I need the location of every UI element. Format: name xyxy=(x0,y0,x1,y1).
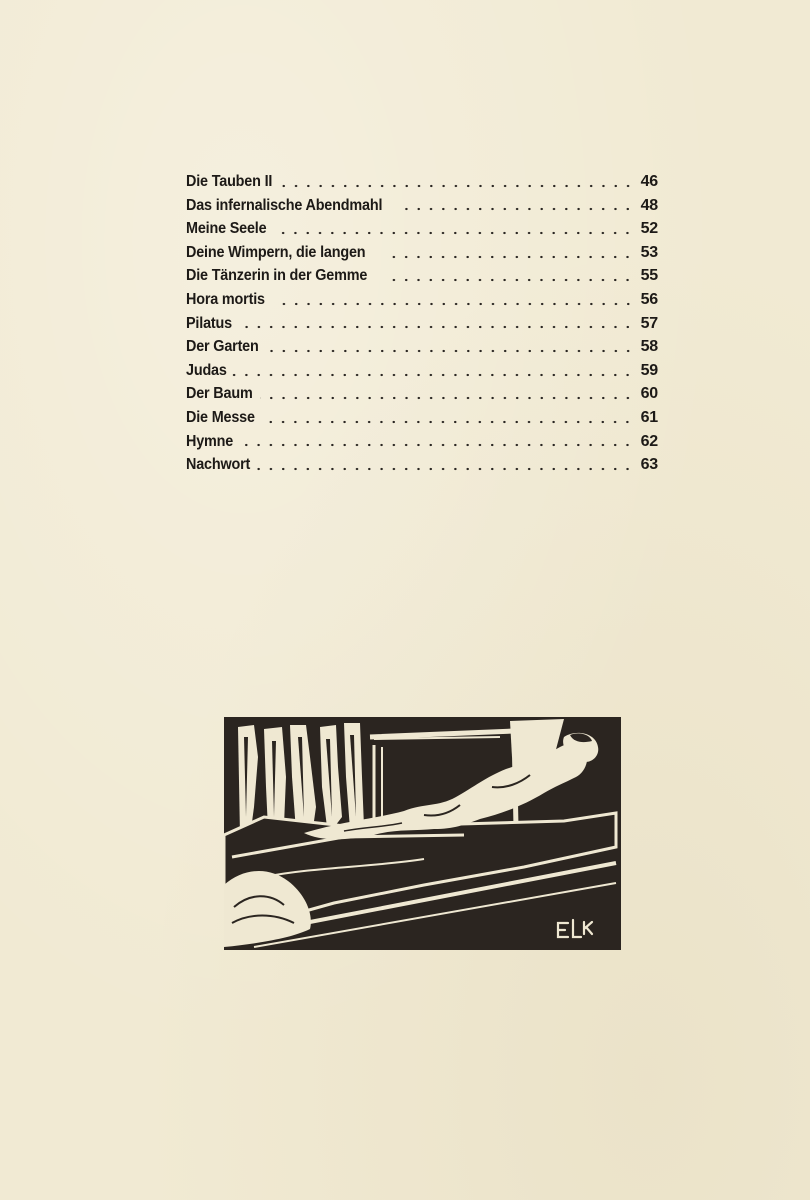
dot-leader xyxy=(238,443,634,447)
toc-entry xyxy=(186,453,658,477)
toc-entry-title: Der Baum xyxy=(186,385,253,403)
toc-entry-title: Meine Seele xyxy=(186,220,267,238)
toc-entry-title: Der Garten xyxy=(186,338,259,356)
toc-entry-title: Hymne xyxy=(186,432,234,450)
toc-entry xyxy=(186,406,658,430)
dot-leader xyxy=(275,231,634,235)
toc-entry xyxy=(186,312,658,336)
toc-entry-page: 53 xyxy=(640,243,658,261)
dot-leader xyxy=(237,325,634,329)
toc-entry-page: 59 xyxy=(640,361,658,379)
toc-entry xyxy=(186,382,658,406)
toc-entry xyxy=(186,335,658,359)
toc-entry-page: 55 xyxy=(640,267,658,285)
toc-entry xyxy=(186,194,658,218)
dot-leader xyxy=(231,373,634,377)
toc-entry-title: Das infernalische Abendmahl xyxy=(186,196,383,214)
dot-leader xyxy=(267,349,634,353)
toc-entry-title: Die Messe xyxy=(186,408,255,426)
toc-entry-page: 62 xyxy=(640,432,658,450)
dot-leader xyxy=(387,278,634,282)
toc-entry xyxy=(186,264,658,288)
woodcut-illustration xyxy=(224,717,621,950)
dot-leader xyxy=(385,255,634,259)
toc-entry xyxy=(186,288,658,312)
toc-entry-title: Nachwort xyxy=(186,456,251,474)
table-of-contents xyxy=(186,170,658,477)
toc-entry xyxy=(186,359,658,383)
toc-entry-title: Die Tauben II xyxy=(186,173,273,190)
toc-entry-page: 60 xyxy=(640,385,658,403)
toc-entry xyxy=(186,170,658,194)
toc-entry-page: 56 xyxy=(640,290,658,308)
toc-entry-page: 46 xyxy=(640,173,658,190)
dot-leader xyxy=(260,396,634,400)
toc-entry-title: Hora mortis xyxy=(186,290,265,308)
toc-entry xyxy=(186,241,658,265)
toc-entry xyxy=(186,430,658,454)
toc-entry-page: 58 xyxy=(640,338,658,356)
toc-entry-page: 57 xyxy=(640,314,658,332)
toc-entry-page: 63 xyxy=(640,456,658,474)
dot-leader xyxy=(404,207,634,211)
dot-leader xyxy=(282,184,634,188)
toc-entry-page: 61 xyxy=(640,408,658,426)
toc-entry-title: Deine Wimpern, die langen xyxy=(186,243,366,261)
dot-leader xyxy=(257,467,634,471)
toc-entry-page: 48 xyxy=(640,196,658,214)
dot-leader xyxy=(262,420,634,424)
toc-entry xyxy=(186,217,658,241)
dot-leader xyxy=(274,302,634,306)
toc-entry-title: Judas xyxy=(186,361,227,379)
toc-entry-page: 52 xyxy=(640,220,658,238)
toc-entry-title: Pilatus xyxy=(186,314,232,332)
toc-entry-title: Die Tänzerin in der Gemme xyxy=(186,267,368,285)
